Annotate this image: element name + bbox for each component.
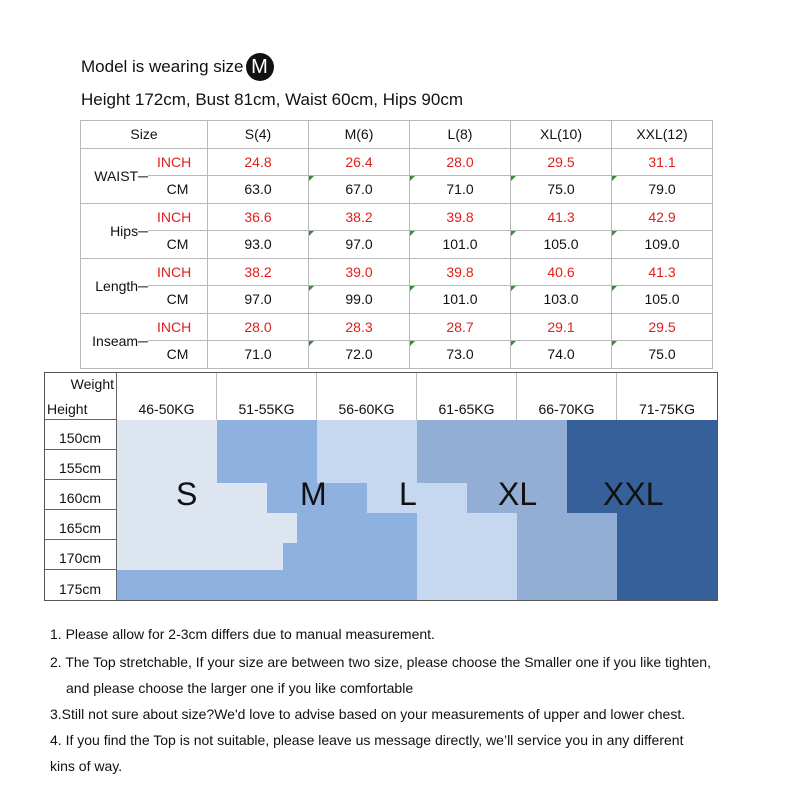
model-size-badge: M <box>246 53 274 81</box>
weight-label: 56-60KG <box>338 401 395 417</box>
height-row <box>45 540 117 570</box>
size-header-cell: XL(10) <box>511 121 612 149</box>
unit-cm-label: CM <box>148 176 208 204</box>
cell-corner-marker <box>309 286 314 291</box>
cell-value: 29.5 <box>547 153 575 170</box>
cm-value-cell <box>612 341 713 369</box>
cell-value: 93.0 <box>244 236 272 253</box>
zone-xl <box>517 513 617 600</box>
size-header-cell: XXL(12) <box>612 121 713 149</box>
zone-s <box>217 543 283 570</box>
cell-corner-marker <box>410 286 415 291</box>
cell-value: 97.0 <box>244 291 272 308</box>
measure-label: Hips─ <box>81 203 149 258</box>
zone-l <box>417 513 517 600</box>
inch-value-cell <box>208 313 309 341</box>
size-label-l: L <box>399 476 417 512</box>
inch-value-cell <box>612 148 713 176</box>
model-size-line <box>81 53 274 81</box>
measure-label: Inseam─ <box>81 313 149 368</box>
weight-label: 46-50KG <box>138 401 195 417</box>
cell-corner-marker <box>309 341 314 346</box>
size-label-m: M <box>300 476 327 512</box>
cell-value: 38.2 <box>244 263 272 280</box>
weight-label: 51-55KG <box>238 401 295 417</box>
cm-value-cell <box>511 341 612 369</box>
cell-value: 73.0 <box>446 346 474 363</box>
zone-xl <box>417 420 567 483</box>
cm-value-cell <box>511 286 612 314</box>
height-row <box>45 510 117 540</box>
size-header-cell: L(8) <box>410 121 511 149</box>
cell-value: 97.0 <box>345 236 373 253</box>
inch-value-cell <box>511 148 612 176</box>
cell-corner-marker <box>612 176 617 181</box>
inch-value-cell <box>309 148 410 176</box>
weight-col <box>617 373 717 420</box>
cell-value: 28.7 <box>446 318 474 335</box>
weight-col <box>317 373 417 420</box>
inch-value-cell <box>612 258 713 286</box>
height-axis-label: Height <box>47 401 88 417</box>
zone-m <box>297 513 367 543</box>
cell-value: 105.0 <box>543 236 579 253</box>
weight-label: 71-75KG <box>638 401 696 417</box>
model-size-text: Model is wearing size <box>81 57 244 76</box>
size-header-label: Size <box>81 121 208 149</box>
size-header-cell: M(6) <box>309 121 410 149</box>
cell-value: 40.6 <box>547 263 575 280</box>
size-table-row <box>81 231 713 259</box>
note-4: 4. If you find the Top is not suitable, please leave us message directly, we’ll service you in any different <box>50 732 684 748</box>
note-2: 2. The Top stretchable, If your size are between two size, please choose the Smaller one if you like tighten, <box>50 654 711 670</box>
note-1: 1. Please allow for 2-3cm differs due to manual measurement. <box>50 626 435 642</box>
inch-value-cell <box>410 148 511 176</box>
cm-value-cell <box>309 341 410 369</box>
cell-corner-marker <box>511 341 516 346</box>
cell-value: 31.1 <box>648 153 676 170</box>
cell-value: 103.0 <box>543 291 579 308</box>
cm-value-cell <box>410 341 511 369</box>
cell-value: 67.0 <box>345 181 373 198</box>
zone-m <box>217 420 317 483</box>
cell-value: 36.6 <box>244 208 272 225</box>
size-table-row <box>81 203 713 231</box>
size-label-xl: XL <box>498 476 538 512</box>
cell-value: 99.0 <box>345 291 373 308</box>
cell-value: 24.8 <box>244 153 272 170</box>
cell-corner-marker <box>511 231 516 236</box>
zone-m <box>283 543 367 570</box>
inch-value-cell <box>309 313 410 341</box>
weight-label: 61-65KG <box>438 401 495 417</box>
cell-value: 28.3 <box>345 318 373 335</box>
zone-s <box>217 513 297 543</box>
cell-corner-marker <box>309 231 314 236</box>
inch-value-cell <box>410 258 511 286</box>
weight-col <box>517 373 617 420</box>
cell-value: 63.0 <box>244 181 272 198</box>
zone-l <box>367 483 467 513</box>
cell-corner-marker <box>612 341 617 346</box>
cm-value-cell <box>410 231 511 259</box>
inch-value-cell <box>208 148 309 176</box>
size-table-row <box>81 148 713 176</box>
weight-height-chart <box>44 372 718 601</box>
zone-s <box>217 483 267 513</box>
size-header-cell: S(4) <box>208 121 309 149</box>
cell-corner-marker <box>511 176 516 181</box>
cell-value: 101.0 <box>442 291 478 308</box>
size-table-row <box>81 313 713 341</box>
unit-cm-label: CM <box>148 286 208 314</box>
unit-inch-label: INCH <box>148 203 208 231</box>
cell-corner-marker <box>410 176 415 181</box>
model-measurements: Height 172cm, Bust 81cm, Waist 60cm, Hips 90cm <box>81 90 464 109</box>
cm-value-cell <box>612 286 713 314</box>
inch-value-cell <box>511 313 612 341</box>
cell-value: 29.1 <box>547 318 575 335</box>
zone-l <box>317 420 417 483</box>
cell-corner-marker <box>612 286 617 291</box>
inch-value-cell <box>511 258 612 286</box>
size-label-s: S <box>176 476 198 512</box>
size-table <box>80 120 713 369</box>
height-row <box>45 450 117 480</box>
cell-value: 28.0 <box>446 153 474 170</box>
zone-xxl <box>617 513 717 600</box>
cm-value-cell <box>309 176 410 204</box>
weight-label: 66-70KG <box>538 401 595 417</box>
cm-value-cell <box>208 176 309 204</box>
inch-value-cell <box>511 203 612 231</box>
cell-value: 71.0 <box>446 181 474 198</box>
weight-col <box>217 373 317 420</box>
cm-value-cell <box>511 176 612 204</box>
cell-value: 28.0 <box>244 318 272 335</box>
cell-corner-marker <box>511 286 516 291</box>
height-row <box>45 480 117 510</box>
zone-m <box>117 570 417 600</box>
unit-cm-label: CM <box>148 231 208 259</box>
size-table-row <box>81 286 713 314</box>
inch-value-cell <box>612 203 713 231</box>
cell-value: 39.0 <box>345 263 373 280</box>
height-label: 175cm <box>59 581 102 597</box>
height-label: 160cm <box>59 490 102 506</box>
note-4-continued: kins of way. <box>50 758 123 774</box>
cell-value: 72.0 <box>345 346 373 363</box>
cell-value: 75.0 <box>547 181 575 198</box>
unit-inch-label: INCH <box>148 313 208 341</box>
unit-cm-label: CM <box>148 341 208 369</box>
weight-axis-label: Weight <box>70 376 114 392</box>
cm-value-cell <box>410 286 511 314</box>
cm-value-cell <box>612 176 713 204</box>
cm-value-cell <box>208 231 309 259</box>
cell-value: 42.9 <box>648 208 676 225</box>
cell-value: 79.0 <box>648 181 676 198</box>
cm-value-cell <box>309 286 410 314</box>
height-row <box>45 570 117 600</box>
measure-label: Length─ <box>81 258 149 313</box>
inch-value-cell <box>208 258 309 286</box>
size-table-row <box>81 258 713 286</box>
unit-inch-label: INCH <box>148 258 208 286</box>
inch-value-cell <box>410 313 511 341</box>
cell-corner-marker <box>410 341 415 346</box>
size-table-row <box>81 341 713 369</box>
cm-value-cell <box>208 286 309 314</box>
cell-value: 39.8 <box>446 208 474 225</box>
note-2-continued: and please choose the larger one if you like comfortable <box>66 680 414 696</box>
inch-value-cell <box>208 203 309 231</box>
cell-value: 105.0 <box>644 291 680 308</box>
cm-value-cell <box>410 176 511 204</box>
height-label: 155cm <box>59 460 102 476</box>
cell-value: 41.3 <box>547 208 575 225</box>
size-table-row <box>81 176 713 204</box>
cell-value: 109.0 <box>644 236 680 253</box>
cell-value: 38.2 <box>345 208 373 225</box>
cm-value-cell <box>208 341 309 369</box>
zone-m <box>367 513 417 570</box>
cm-value-cell <box>309 231 410 259</box>
cm-value-cell <box>612 231 713 259</box>
height-row <box>45 420 117 450</box>
weight-col <box>117 373 217 420</box>
cell-value: 29.5 <box>648 318 676 335</box>
cell-corner-marker <box>612 231 617 236</box>
unit-inch-label: INCH <box>148 148 208 176</box>
inch-value-cell <box>410 203 511 231</box>
cell-value: 26.4 <box>345 153 373 170</box>
measure-label: WAIST─ <box>81 148 149 203</box>
inch-value-cell <box>612 313 713 341</box>
weight-height-corner <box>45 373 117 420</box>
inch-value-cell <box>309 203 410 231</box>
note-3: 3.Still not sure about size?We'd love to advise based on your measurements of upper and lower chest. <box>50 706 686 722</box>
height-label: 150cm <box>59 430 102 446</box>
height-label: 165cm <box>59 520 102 536</box>
cell-value: 75.0 <box>648 346 676 363</box>
cell-value: 74.0 <box>547 346 575 363</box>
cell-corner-marker <box>309 176 314 181</box>
cell-value: 101.0 <box>442 236 478 253</box>
cell-value: 41.3 <box>648 263 676 280</box>
inch-value-cell <box>309 258 410 286</box>
cell-value: 39.8 <box>446 263 474 280</box>
height-label: 170cm <box>59 550 102 566</box>
cm-value-cell <box>511 231 612 259</box>
cell-value: 71.0 <box>244 346 272 363</box>
size-table-header-row <box>81 121 713 149</box>
cell-corner-marker <box>410 231 415 236</box>
size-label-xxl: XXL <box>603 476 664 512</box>
weight-col <box>417 373 517 420</box>
